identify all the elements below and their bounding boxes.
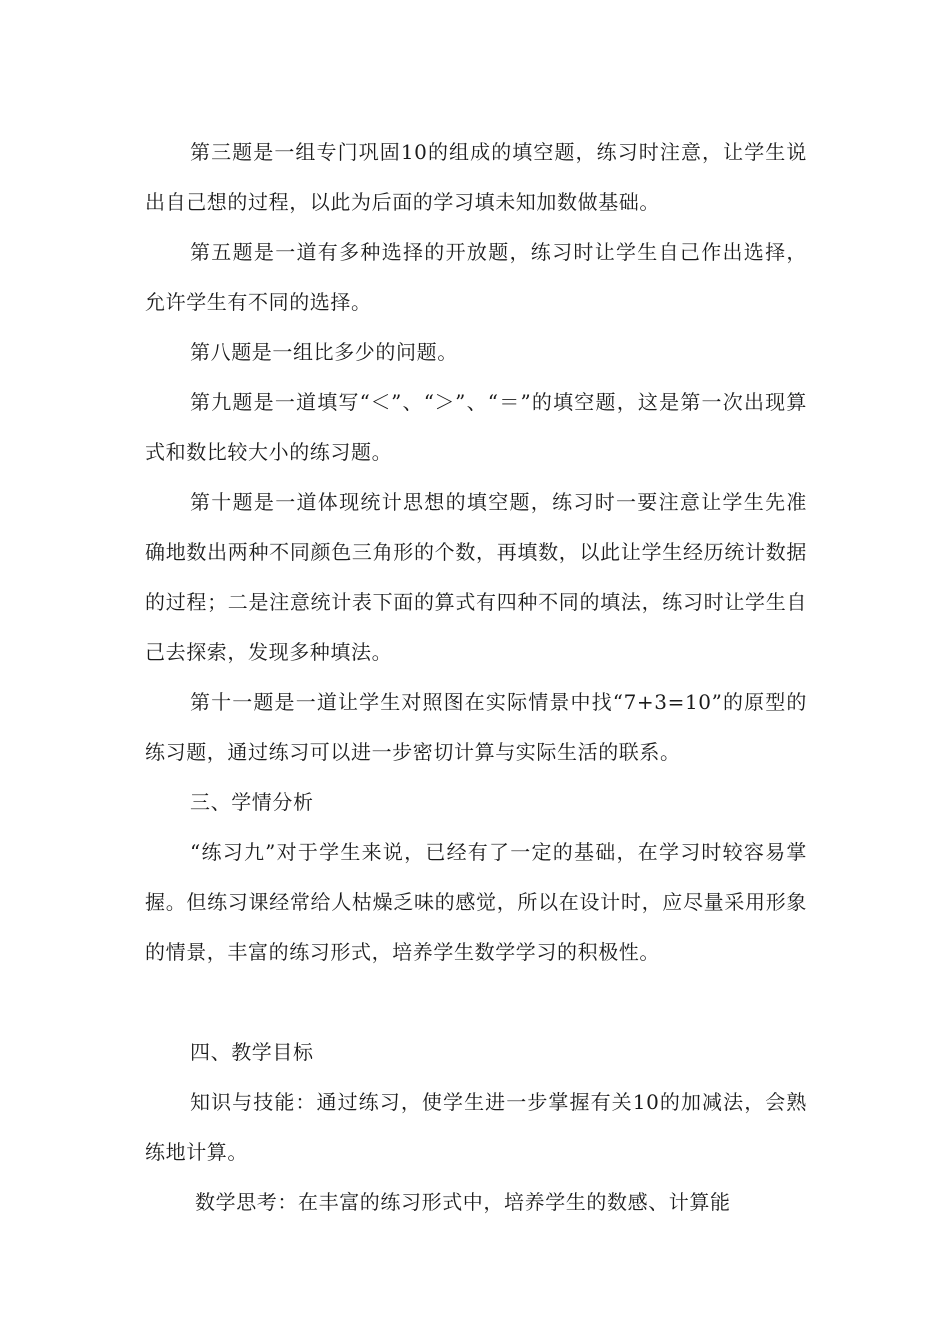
section-heading-student-analysis: 三、学情分析 [190, 790, 314, 814]
paragraph-question-5: 第五题是一道有多种选择的开放题，练习时让学生自己作出选择，允许学生有不同的选择。 [145, 240, 807, 314]
paragraph-question-8: 第八题是一组比多少的问题。 [190, 340, 458, 364]
section-heading-teaching-goals: 四、教学目标 [190, 1040, 314, 1064]
paragraph-knowledge-skills: 知识与技能：通过练习，使学生进一步掌握有关10的加减法，会熟练地计算。 [145, 1090, 807, 1164]
paragraph-question-11: 第十一题是一道让学生对照图在实际情景中找“7+3=10”的原型的练习题，通过练习可以进一步密切计算与实际生活的联系。 [145, 690, 807, 764]
paragraph-question-3: 第三题是一组专门巩固10的组成的填空题，练习时注意，让学生说出自己想的过程，以此为后面的学习填未知加数做基础。 [145, 140, 807, 214]
paragraph-question-10: 第十题是一道体现统计思想的填空题，练习时一要注意让学生先准确地数出两种不同颜色三角形的个数，再填数，以此让学生经历统计数据的过程；二是注意统计表下面的算式有四种不同的填法，练习时让学生自己去探索，发现多种填法。 [145, 490, 807, 664]
paragraph-math-thinking: 数学思考：在丰富的练习形式中，培养学生的数感、计算能 [195, 1190, 731, 1214]
paragraph-question-9: 第九题是一道填写“＜”、“＞”、“＝”的填空题，这是第一次出现算式和数比较大小的练习题。 [145, 390, 807, 464]
paragraph-student-analysis: “练习九”对于学生来说，已经有了一定的基础，在学习时较容易掌握。但练习课经常给人枯燥乏味的感觉，所以在设计时，应尽量采用形象的情景，丰富的练习形式，培养学生数学学习的积极性。 [145, 840, 807, 964]
